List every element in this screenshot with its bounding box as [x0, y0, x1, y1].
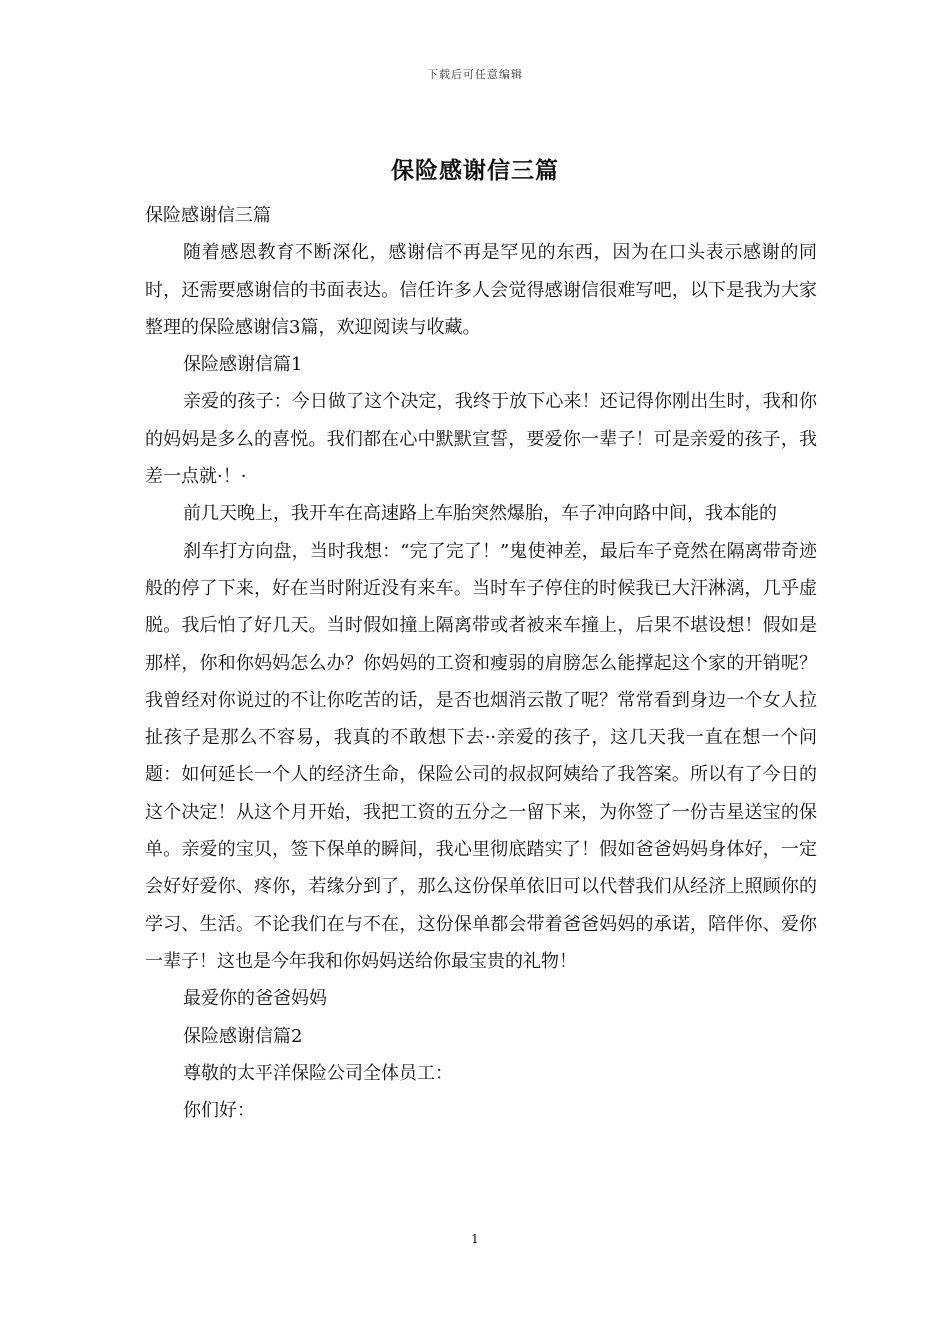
- document-title: 保险感谢信三篇: [391, 157, 559, 184]
- paragraph-letter-2-salutation: 尊敬的太平洋保险公司全体员工：: [183, 1062, 453, 1084]
- paragraph-intro: 随着感恩教育不断深化，感谢信不再是罕见的东西，因为在口头表示感谢的同时，还需要感谢信的书面表达。信任许多人会觉得感谢信很难写吧，以下是我为大家整理的保险感谢信3篇，欢迎阅读与收藏。: [145, 242, 817, 338]
- header-note: 下载后可任意编辑: [427, 68, 523, 81]
- paragraph-letter-1-signature: 最爱你的爸爸妈妈: [183, 988, 327, 1010]
- paragraph-letter-2-greeting: 你们好：: [183, 1100, 255, 1122]
- paragraph-letter-1-body: 刹车打方向盘，当时我想：“完了完了！”鬼使神差，最后车子竟然在隔离带奇迹般的停了下来，好在当时附近没有来车。当时车子停住的时候我已大汗淋漓，几乎虚脱。我后怕了好几天。当时假如撞上隔离带或者被来车撞上，后果不堪设想！假如是那样，你和你妈妈怎么办？你妈妈的工资和瘦弱的肩膀怎么能撑起这个家的开销呢？我曾经对你说过的不让你吃苦的话，是否也烟消云散了呢？常常看到身边一个女人拉扯孩子是那么不容易，我真的不敢想下去··亲爱的孩子，这几天我一直在想一个问题：如何延长一个人的经济生命，保险公司的叔叔阿姨给了我答案。所以有了今日的这个决定！从这个月开始，我把工资的五分之一留下来，为你签了一份吉星送宝的保单。亲爱的宝贝，签下保单的瞬间，我心里彻底踏实了！假如爸爸妈妈身体好，一定会好好爱你、疼你，若缘分到了，那么这份保单依旧可以代替我们从经济上照顾你的学习、生活。不论我们在与不在，这份保单都会带着爸爸妈妈的承诺，陪伴你、爱你一辈子！这也是今年我和你妈妈送给你最宝贵的礼物！: [145, 540, 817, 972]
- paragraph-letter-1-incident: 前几天晚上，我开车在高速路上车胎突然爆胎，车子冲向路中间，我本能的: [183, 503, 777, 525]
- paragraph-subtitle: 保险感谢信三篇: [145, 205, 271, 226]
- section-heading-letter-2: 保险感谢信篇2: [183, 1025, 303, 1047]
- paragraph-letter-1-opening: 亲爱的孩子：今日做了这个决定，我终于放下心来！还记得你刚出生时，我和你的妈妈是多么的喜悦。我们都在心中默默宣誓，要爱你一辈子！可是亲爱的孩子，我差一点就·！·: [145, 391, 817, 488]
- section-heading-letter-1: 保险感谢信篇1: [183, 354, 303, 376]
- document-body: [145, 197, 817, 1129]
- page-number: 1: [471, 1232, 479, 1246]
